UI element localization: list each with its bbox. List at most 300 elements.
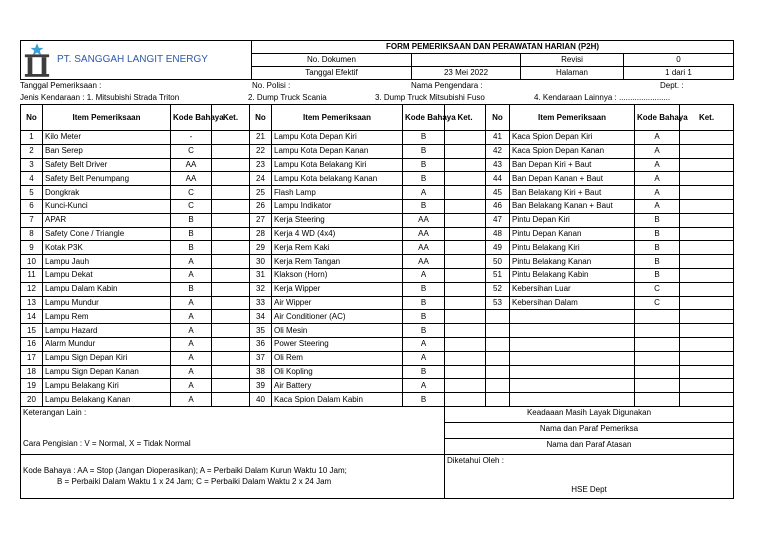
item-kode-bahaya: B [635,268,680,282]
cara-pengisian: Cara Pengisian : V = Normal, X = Tidak Normal [21,438,445,454]
item-kode-bahaya: B [403,296,445,310]
revisi-value: 0 [624,54,734,67]
item-kode-bahaya: AA [403,213,445,227]
item-name: Kotak P3K [43,241,171,255]
item-no: 16 [21,337,43,351]
item-no: 21 [250,131,272,145]
item-no: 40 [250,393,272,407]
item-ket[interactable] [680,255,734,269]
table-row [21,144,734,158]
item-ket[interactable] [212,227,250,241]
item-name: Kebersihan Luar [510,282,635,296]
item-ket[interactable] [212,393,250,407]
item-no: 23 [250,158,272,172]
item-name [510,379,635,393]
item-kode-bahaya: A [171,351,212,365]
item-no: 53 [486,296,510,310]
item-ket[interactable] [445,268,486,282]
item-ket[interactable] [212,144,250,158]
dept-field[interactable]: Dept. : [660,81,684,90]
item-no: 9 [21,241,43,255]
item-no: 10 [21,255,43,269]
item-name: Lampu Kota Belakang Kiri [272,158,403,172]
item-name: Lampu Mundur [43,296,171,310]
item-kode-bahaya: A [635,131,680,145]
item-ket[interactable] [680,324,734,338]
item-kode-bahaya: A [403,379,445,393]
item-name: Flash Lamp [272,186,403,200]
item-kode-bahaya: A [171,365,212,379]
item-no [486,324,510,338]
item-no: 11 [21,268,43,282]
jenis-kendaraan-option-4[interactable]: 4. Kendaraan Lainnya : ....................... [534,93,671,102]
col-ket: Ket. [212,105,250,131]
table-row [21,337,734,351]
item-no: 18 [21,365,43,379]
item-ket[interactable] [680,282,734,296]
table-row [21,227,734,241]
item-name: Ban Depan Kiri + Baut [510,158,635,172]
item-ket[interactable] [212,172,250,186]
item-name: Kebersihan Dalam [510,296,635,310]
item-ket[interactable] [445,337,486,351]
item-ket[interactable] [680,393,734,407]
item-ket[interactable] [680,268,734,282]
item-kode-bahaya: B [171,227,212,241]
info-line-2 [20,92,733,104]
item-ket[interactable] [445,131,486,145]
item-no: 48 [486,227,510,241]
item-name: Lampu Dalam Kabin [43,282,171,296]
item-ket[interactable] [680,213,734,227]
table-row [21,296,734,310]
item-kode-bahaya [635,351,680,365]
jenis-kendaraan-option-3[interactable]: 3. Dump Truck Mitsubishi Fuso [375,93,485,102]
item-kode-bahaya: AA [403,227,445,241]
item-ket[interactable] [445,296,486,310]
item-ket[interactable] [212,255,250,269]
item-no: 43 [486,158,510,172]
item-ket[interactable] [445,199,486,213]
item-kode-bahaya [635,365,680,379]
item-ket[interactable] [212,365,250,379]
item-name: Kerja Wipper [272,282,403,296]
item-kode-bahaya [635,393,680,407]
item-name: Pintu Depan Kiri [510,213,635,227]
item-kode-bahaya: A [403,268,445,282]
item-kode-bahaya: B [403,324,445,338]
col-kode: Kode Bahaya [171,105,212,131]
item-no: 5 [21,186,43,200]
doc-value[interactable] [412,54,521,67]
item-kode-bahaya: - [171,131,212,145]
item-name: Alarm Mundur [43,337,171,351]
item-ket[interactable] [680,131,734,145]
item-ket[interactable] [212,213,250,227]
col-no: No [21,105,43,131]
item-name: Oli Kopling [272,365,403,379]
item-name [510,324,635,338]
table-row [21,255,734,269]
item-ket[interactable] [445,351,486,365]
item-no: 22 [250,144,272,158]
form-title: FORM PEMERIKSAAN DAN PERAWATAN HARIAN (P2H) [252,41,734,54]
item-kode-bahaya: B [635,227,680,241]
item-kode-bahaya: B [403,365,445,379]
item-kode-bahaya: AA [171,172,212,186]
item-ket[interactable] [212,296,250,310]
item-ket[interactable] [680,310,734,324]
item-ket[interactable] [212,379,250,393]
item-name: Lampu Belakang Kiri [43,379,171,393]
item-kode-bahaya: B [171,241,212,255]
item-no: 7 [21,213,43,227]
item-kode-bahaya: A [635,186,680,200]
item-ket[interactable] [445,365,486,379]
table-row [21,213,734,227]
item-kode-bahaya [635,324,680,338]
item-ket[interactable] [212,199,250,213]
item-name: Lampu Dekat [43,268,171,282]
item-name: Lampu Jauh [43,255,171,269]
item-ket[interactable] [445,255,486,269]
table-row [21,379,734,393]
revisi-label: Revisi [521,54,624,67]
item-no: 41 [486,131,510,145]
item-ket[interactable] [212,282,250,296]
item-ket[interactable] [445,213,486,227]
item-no: 17 [21,351,43,365]
item-no: 44 [486,172,510,186]
item-kode-bahaya: A [171,268,212,282]
item-kode-bahaya: A [171,310,212,324]
item-no: 33 [250,296,272,310]
table-row [21,365,734,379]
kode-bahaya-line-2: B = Perbaiki Dalam Waktu 1 x 24 Jam; C = Perbaiki Dalam Waktu 2 x 24 Jam [57,477,332,487]
item-name: Kaca Spion Depan Kanan [510,144,635,158]
item-no: 15 [21,324,43,338]
item-kode-bahaya: A [635,158,680,172]
item-kode-bahaya: C [635,282,680,296]
item-ket[interactable] [212,324,250,338]
checklist-table [20,104,734,499]
item-no: 30 [250,255,272,269]
no-polisi-field[interactable]: No. Polisi : [252,81,291,90]
jenis-kendaraan-option-1[interactable]: Jenis Kendaraan : 1. Mitsubishi Strada Triton [20,93,180,102]
p2h-form [20,40,733,499]
item-no: 24 [250,172,272,186]
item-ket[interactable] [212,241,250,255]
item-ket[interactable] [212,310,250,324]
item-no: 6 [21,199,43,213]
col-ket: Ket. [680,105,734,131]
col-item: Item Pemeriksaan [510,105,635,131]
item-no: 49 [486,241,510,255]
item-no: 8 [21,227,43,241]
item-kode-bahaya: B [403,172,445,186]
item-ket[interactable] [212,186,250,200]
item-kode-bahaya: C [171,144,212,158]
item-no: 25 [250,186,272,200]
item-ket[interactable] [680,351,734,365]
item-no: 47 [486,213,510,227]
item-kode-bahaya: A [403,186,445,200]
table-row [21,310,734,324]
item-name: Ban Serep [43,144,171,158]
item-kode-bahaya: B [403,282,445,296]
item-name: Kerja Rem Kaki [272,241,403,255]
info-line-1 [20,80,733,92]
item-kode-bahaya: C [171,199,212,213]
item-kode-bahaya: B [403,158,445,172]
item-kode-bahaya: B [635,213,680,227]
item-no: 36 [250,337,272,351]
item-name: Kaca Spion Dalam Kabin [272,393,403,407]
table-row [21,282,734,296]
item-ket[interactable] [680,172,734,186]
item-ket[interactable] [212,351,250,365]
item-no: 45 [486,186,510,200]
item-no: 20 [21,393,43,407]
item-kode-bahaya: A [171,296,212,310]
item-no: 32 [250,282,272,296]
item-name: Ban Depan Kanan + Baut [510,172,635,186]
item-ket[interactable] [680,144,734,158]
company-logo-cell [21,41,252,80]
nama-paraf-pemeriksa[interactable]: Nama dan Paraf Pemeriksa [445,422,734,438]
item-kode-bahaya: A [171,393,212,407]
item-ket[interactable] [212,268,250,282]
item-ket[interactable] [680,365,734,379]
item-no: 4 [21,172,43,186]
item-name: Air Battery [272,379,403,393]
item-kode-bahaya [635,310,680,324]
item-kode-bahaya: AA [171,158,212,172]
item-no: 13 [21,296,43,310]
item-ket[interactable] [680,199,734,213]
item-ket[interactable] [445,172,486,186]
form-header [20,40,734,80]
item-kode-bahaya: B [171,282,212,296]
item-name [510,393,635,407]
item-kode-bahaya [635,379,680,393]
table-row [21,158,734,172]
item-kode-bahaya: A [635,144,680,158]
item-name: Safety Belt Driver [43,158,171,172]
item-name: Kaca Spion Depan Kiri [510,131,635,145]
item-no: 34 [250,310,272,324]
item-no [486,337,510,351]
item-name: Lampu Sign Depan Kanan [43,365,171,379]
item-kode-bahaya [635,337,680,351]
diketahui-oleh-label: Diketahui Oleh : [447,455,504,465]
item-kode-bahaya: B [171,213,212,227]
keterangan-lain[interactable]: Keterangan Lain : [21,406,445,422]
item-name: Lampu Hazard [43,324,171,338]
item-name: Ban Belakang Kanan + Baut [510,199,635,213]
item-no: 29 [250,241,272,255]
item-name: Klakson (Horn) [272,268,403,282]
item-no [486,351,510,365]
item-ket[interactable] [445,241,486,255]
item-name: APAR [43,213,171,227]
item-kode-bahaya: B [403,199,445,213]
halaman-value: 1 dari 1 [624,67,734,80]
item-name: Safety Cone / Triangle [43,227,171,241]
keterangan-blank[interactable] [21,422,445,438]
table-row [21,324,734,338]
item-kode-bahaya: A [171,324,212,338]
item-kode-bahaya: B [635,255,680,269]
col-item: Item Pemeriksaan [43,105,171,131]
item-ket[interactable] [445,186,486,200]
item-name: Air Conditioner (AC) [272,310,403,324]
item-no: 14 [21,310,43,324]
item-no: 19 [21,379,43,393]
col-kode: Kode Bahaya [635,105,680,131]
item-no [486,365,510,379]
item-no [486,379,510,393]
col-no: No [250,105,272,131]
item-ket[interactable] [445,282,486,296]
doc-label: No. Dokumen [252,54,412,67]
col-item: Item Pemeriksaan [272,105,403,131]
item-no: 1 [21,131,43,145]
item-no: 26 [250,199,272,213]
item-no: 50 [486,255,510,269]
keadaan-layak[interactable]: Keadaaan Masih Layak Digunakan [445,406,734,422]
item-no: 12 [21,282,43,296]
item-no [486,393,510,407]
table-row [21,241,734,255]
item-kode-bahaya: A [403,337,445,351]
item-name: Lampu Rem [43,310,171,324]
item-name: Oli Rem [272,351,403,365]
item-ket[interactable] [445,227,486,241]
col-kode: Kode Bahaya [403,105,445,131]
item-kode-bahaya: B [403,393,445,407]
tanggal-efektif-value: 23 Mei 2022 [412,67,521,80]
item-kode-bahaya: A [171,337,212,351]
item-kode-bahaya: B [635,241,680,255]
table-row [21,268,734,282]
item-ket[interactable] [680,227,734,241]
item-ket[interactable] [445,310,486,324]
item-no: 38 [250,365,272,379]
item-ket[interactable] [445,324,486,338]
item-ket[interactable] [212,337,250,351]
item-ket[interactable] [445,158,486,172]
item-no: 3 [21,158,43,172]
item-name: Lampu Kota Depan Kiri [272,131,403,145]
item-name [510,337,635,351]
item-ket[interactable] [445,393,486,407]
item-name: Air Wipper [272,296,403,310]
item-name: Lampu Indikator [272,199,403,213]
item-name: Pintu Depan Kanan [510,227,635,241]
item-name: Kerja Rem Tangan [272,255,403,269]
item-no: 2 [21,144,43,158]
item-no [486,310,510,324]
item-no: 27 [250,213,272,227]
item-kode-bahaya: A [403,351,445,365]
table-row [21,131,734,145]
item-kode-bahaya: A [635,199,680,213]
item-name: Oli Mesin [272,324,403,338]
table-row [21,393,734,407]
item-no: 46 [486,199,510,213]
checklist-header-row [21,105,734,131]
item-ket[interactable] [212,158,250,172]
item-ket[interactable] [680,241,734,255]
item-kode-bahaya: A [171,379,212,393]
table-row [21,186,734,200]
item-no: 52 [486,282,510,296]
table-row [21,172,734,186]
jenis-kendaraan-option-2[interactable]: 2. Dump Truck Scania [248,93,327,102]
item-name: Lampu Sign Depan Kiri [43,351,171,365]
item-ket[interactable] [445,144,486,158]
col-no: No [486,105,510,131]
item-ket[interactable] [680,296,734,310]
item-ket[interactable] [680,186,734,200]
item-name: Power Steering [272,337,403,351]
item-no: 51 [486,268,510,282]
table-row [21,199,734,213]
tanggal-efektif-label: Tanggal Efektif [252,67,412,80]
item-no: 28 [250,227,272,241]
company-logo-icon [23,42,51,78]
item-name: Kilo Meter [43,131,171,145]
table-row [21,351,734,365]
item-name [510,351,635,365]
item-kode-bahaya: C [635,296,680,310]
item-no: 39 [250,379,272,393]
item-name: Lampu Belakang Kanan [43,393,171,407]
item-name: Safety Belt Penumpang [43,172,171,186]
kode-bahaya-line-1: Kode Bahaya : AA = Stop (Jangan Dioperasikan); A = Perbaiki Dalam Kurun Waktu 10 Jam; [23,466,347,476]
diketahui-oleh-box[interactable] [445,454,734,498]
item-name: Pintu Belakang Kabin [510,268,635,282]
item-name: Kunci-Kunci [43,199,171,213]
item-ket[interactable] [680,379,734,393]
item-kode-bahaya: AA [403,255,445,269]
item-no: 37 [250,351,272,365]
item-kode-bahaya: A [635,172,680,186]
col-ket: Ket. [445,105,486,131]
item-kode-bahaya: C [171,186,212,200]
item-kode-bahaya: B [403,310,445,324]
item-name: Dongkrak [43,186,171,200]
item-ket[interactable] [680,158,734,172]
halaman-label: Halaman [521,67,624,80]
tanggal-pemeriksaan-field[interactable]: Tanggal Pemeriksaan : [20,81,102,90]
item-name: Kerja Steering [272,213,403,227]
item-ket[interactable] [212,131,250,145]
item-ket[interactable] [680,337,734,351]
item-kode-bahaya: A [171,255,212,269]
nama-paraf-atasan[interactable]: Nama dan Paraf Atasan [445,438,734,454]
item-kode-bahaya: B [403,144,445,158]
nama-pengendara-field[interactable]: Nama Pengendara : [411,81,483,90]
item-name: Kerja 4 WD (4x4) [272,227,403,241]
item-name: Pintu Belakang Kanan [510,255,635,269]
item-ket[interactable] [445,379,486,393]
item-name: Lampu Kota Depan Kanan [272,144,403,158]
item-name [510,310,635,324]
item-no: 42 [486,144,510,158]
item-name: Ban Belakang Kiri + Baut [510,186,635,200]
